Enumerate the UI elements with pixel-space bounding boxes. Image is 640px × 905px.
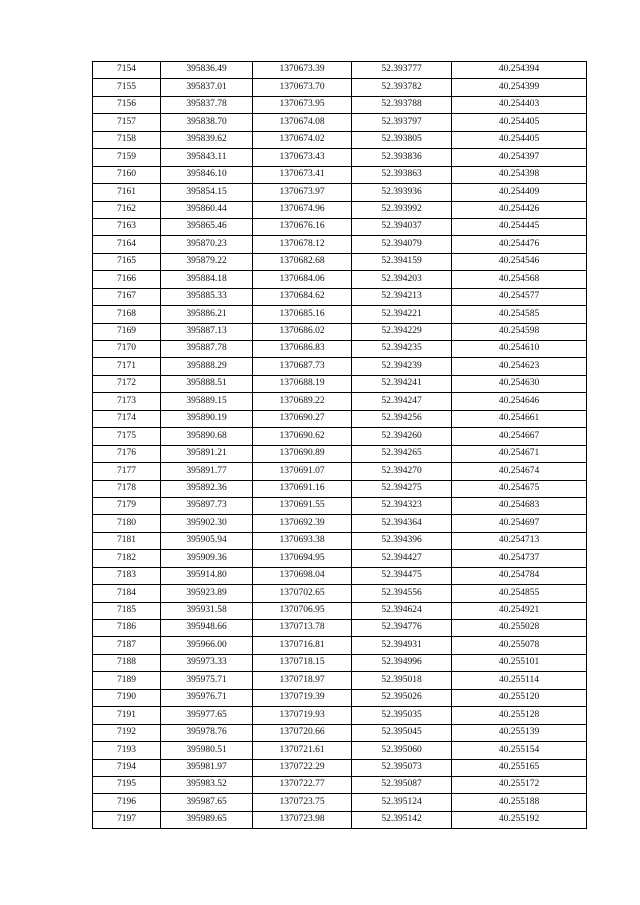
latitude-cell: 52.395045 xyxy=(352,724,452,741)
x-coordinate-cell: 395905.94 xyxy=(161,532,253,549)
longitude-cell: 40.254713 xyxy=(452,532,587,549)
table-row xyxy=(93,114,587,131)
longitude-cell: 40.254585 xyxy=(452,306,587,323)
latitude-cell: 52.394229 xyxy=(352,323,452,340)
longitude-cell: 40.254646 xyxy=(452,393,587,410)
table-row xyxy=(93,306,587,323)
table-row xyxy=(93,776,587,793)
y-coordinate-cell: 1370692.39 xyxy=(253,515,352,532)
y-coordinate-cell: 1370694.95 xyxy=(253,550,352,567)
longitude-cell: 40.255120 xyxy=(452,689,587,706)
longitude-cell: 40.254577 xyxy=(452,288,587,305)
y-coordinate-cell: 1370698.04 xyxy=(253,567,352,584)
table-row xyxy=(93,166,587,183)
x-coordinate-cell: 395843.11 xyxy=(161,149,253,166)
latitude-cell: 52.394270 xyxy=(352,463,452,480)
y-coordinate-cell: 1370674.08 xyxy=(253,114,352,131)
latitude-cell: 52.394221 xyxy=(352,306,452,323)
point-number-cell: 7196 xyxy=(93,794,161,811)
x-coordinate-cell: 395890.68 xyxy=(161,428,253,445)
y-coordinate-cell: 1370716.81 xyxy=(253,637,352,654)
x-coordinate-cell: 395966.00 xyxy=(161,637,253,654)
table-row xyxy=(93,288,587,305)
y-coordinate-cell: 1370674.02 xyxy=(253,131,352,148)
point-number-cell: 7174 xyxy=(93,410,161,427)
point-number-cell: 7193 xyxy=(93,742,161,759)
x-coordinate-cell: 395837.78 xyxy=(161,96,253,113)
longitude-cell: 40.254568 xyxy=(452,271,587,288)
y-coordinate-cell: 1370676.16 xyxy=(253,218,352,235)
table-row xyxy=(93,672,587,689)
table-row xyxy=(93,480,587,497)
point-number-cell: 7163 xyxy=(93,218,161,235)
longitude-cell: 40.254398 xyxy=(452,166,587,183)
table-row xyxy=(93,236,587,253)
table-row xyxy=(93,463,587,480)
latitude-cell: 52.395035 xyxy=(352,707,452,724)
longitude-cell: 40.254598 xyxy=(452,323,587,340)
longitude-cell: 40.254737 xyxy=(452,550,587,567)
point-number-cell: 7186 xyxy=(93,620,161,637)
longitude-cell: 40.254426 xyxy=(452,201,587,218)
longitude-cell: 40.255154 xyxy=(452,742,587,759)
longitude-cell: 40.254394 xyxy=(452,62,587,79)
y-coordinate-cell: 1370673.97 xyxy=(253,184,352,201)
latitude-cell: 52.394239 xyxy=(352,358,452,375)
x-coordinate-cell: 395890.19 xyxy=(161,410,253,427)
longitude-cell: 40.254399 xyxy=(452,79,587,96)
x-coordinate-cell: 395897.73 xyxy=(161,497,253,514)
latitude-cell: 52.394159 xyxy=(352,253,452,270)
y-coordinate-cell: 1370686.83 xyxy=(253,341,352,358)
point-number-cell: 7172 xyxy=(93,375,161,392)
point-number-cell: 7170 xyxy=(93,341,161,358)
x-coordinate-cell: 395885.33 xyxy=(161,288,253,305)
y-coordinate-cell: 1370682.68 xyxy=(253,253,352,270)
x-coordinate-cell: 395973.33 xyxy=(161,654,253,671)
point-number-cell: 7178 xyxy=(93,480,161,497)
y-coordinate-cell: 1370721.61 xyxy=(253,742,352,759)
point-number-cell: 7161 xyxy=(93,184,161,201)
y-coordinate-cell: 1370673.70 xyxy=(253,79,352,96)
latitude-cell: 52.394776 xyxy=(352,620,452,637)
longitude-cell: 40.254397 xyxy=(452,149,587,166)
longitude-cell: 40.254409 xyxy=(452,184,587,201)
latitude-cell: 52.394247 xyxy=(352,393,452,410)
table-row xyxy=(93,602,587,619)
point-number-cell: 7159 xyxy=(93,149,161,166)
longitude-cell: 40.255114 xyxy=(452,672,587,689)
latitude-cell: 52.393805 xyxy=(352,131,452,148)
point-number-cell: 7177 xyxy=(93,463,161,480)
longitude-cell: 40.254610 xyxy=(452,341,587,358)
table-row xyxy=(93,497,587,514)
longitude-cell: 40.255172 xyxy=(452,776,587,793)
x-coordinate-cell: 395931.58 xyxy=(161,602,253,619)
point-number-cell: 7160 xyxy=(93,166,161,183)
latitude-cell: 52.395018 xyxy=(352,672,452,689)
longitude-cell: 40.255028 xyxy=(452,620,587,637)
longitude-cell: 40.255139 xyxy=(452,724,587,741)
y-coordinate-cell: 1370723.75 xyxy=(253,794,352,811)
latitude-cell: 52.394396 xyxy=(352,532,452,549)
longitude-cell: 40.254630 xyxy=(452,375,587,392)
x-coordinate-cell: 395902.30 xyxy=(161,515,253,532)
latitude-cell: 52.393992 xyxy=(352,201,452,218)
latitude-cell: 52.394213 xyxy=(352,288,452,305)
latitude-cell: 52.393797 xyxy=(352,114,452,131)
latitude-cell: 52.394931 xyxy=(352,637,452,654)
latitude-cell: 52.394556 xyxy=(352,585,452,602)
x-coordinate-cell: 395983.52 xyxy=(161,776,253,793)
point-number-cell: 7156 xyxy=(93,96,161,113)
longitude-cell: 40.254784 xyxy=(452,567,587,584)
x-coordinate-cell: 395978.76 xyxy=(161,724,253,741)
x-coordinate-cell: 395846.10 xyxy=(161,166,253,183)
y-coordinate-cell: 1370684.06 xyxy=(253,271,352,288)
point-number-cell: 7173 xyxy=(93,393,161,410)
latitude-cell: 52.394235 xyxy=(352,341,452,358)
table-row xyxy=(93,358,587,375)
latitude-cell: 52.393788 xyxy=(352,96,452,113)
longitude-cell: 40.254445 xyxy=(452,218,587,235)
table-row xyxy=(93,96,587,113)
point-number-cell: 7155 xyxy=(93,79,161,96)
y-coordinate-cell: 1370690.62 xyxy=(253,428,352,445)
x-coordinate-cell: 395889.15 xyxy=(161,393,253,410)
point-number-cell: 7166 xyxy=(93,271,161,288)
x-coordinate-cell: 395887.13 xyxy=(161,323,253,340)
point-number-cell: 7154 xyxy=(93,62,161,79)
latitude-cell: 52.395087 xyxy=(352,776,452,793)
longitude-cell: 40.254405 xyxy=(452,131,587,148)
x-coordinate-cell: 395923.89 xyxy=(161,585,253,602)
latitude-cell: 52.394079 xyxy=(352,236,452,253)
latitude-cell: 52.394241 xyxy=(352,375,452,392)
point-number-cell: 7169 xyxy=(93,323,161,340)
x-coordinate-cell: 395976.71 xyxy=(161,689,253,706)
latitude-cell: 52.393863 xyxy=(352,166,452,183)
latitude-cell: 52.394996 xyxy=(352,654,452,671)
x-coordinate-cell: 395854.15 xyxy=(161,184,253,201)
latitude-cell: 52.395142 xyxy=(352,811,452,828)
table-row xyxy=(93,637,587,654)
x-coordinate-cell: 395981.97 xyxy=(161,759,253,776)
x-coordinate-cell: 395948.66 xyxy=(161,620,253,637)
point-number-cell: 7195 xyxy=(93,776,161,793)
latitude-cell: 52.394427 xyxy=(352,550,452,567)
point-number-cell: 7157 xyxy=(93,114,161,131)
coordinates-table-body xyxy=(93,62,587,829)
longitude-cell: 40.254675 xyxy=(452,480,587,497)
y-coordinate-cell: 1370719.93 xyxy=(253,707,352,724)
latitude-cell: 52.395026 xyxy=(352,689,452,706)
latitude-cell: 52.393836 xyxy=(352,149,452,166)
y-coordinate-cell: 1370723.98 xyxy=(253,811,352,828)
table-row xyxy=(93,707,587,724)
coordinates-table xyxy=(92,61,587,829)
y-coordinate-cell: 1370689.22 xyxy=(253,393,352,410)
point-number-cell: 7187 xyxy=(93,637,161,654)
table-row xyxy=(93,184,587,201)
y-coordinate-cell: 1370706.95 xyxy=(253,602,352,619)
x-coordinate-cell: 395879.22 xyxy=(161,253,253,270)
point-number-cell: 7183 xyxy=(93,567,161,584)
table-row xyxy=(93,410,587,427)
y-coordinate-cell: 1370713.78 xyxy=(253,620,352,637)
point-number-cell: 7180 xyxy=(93,515,161,532)
point-number-cell: 7189 xyxy=(93,672,161,689)
longitude-cell: 40.254623 xyxy=(452,358,587,375)
table-row xyxy=(93,341,587,358)
y-coordinate-cell: 1370673.41 xyxy=(253,166,352,183)
latitude-cell: 52.393777 xyxy=(352,62,452,79)
latitude-cell: 52.394475 xyxy=(352,567,452,584)
table-row xyxy=(93,532,587,549)
x-coordinate-cell: 395987.65 xyxy=(161,794,253,811)
x-coordinate-cell: 395980.51 xyxy=(161,742,253,759)
x-coordinate-cell: 395887.78 xyxy=(161,341,253,358)
x-coordinate-cell: 395914.80 xyxy=(161,567,253,584)
latitude-cell: 52.395124 xyxy=(352,794,452,811)
longitude-cell: 40.254405 xyxy=(452,114,587,131)
x-coordinate-cell: 395836.49 xyxy=(161,62,253,79)
point-number-cell: 7175 xyxy=(93,428,161,445)
y-coordinate-cell: 1370673.39 xyxy=(253,62,352,79)
x-coordinate-cell: 395975.71 xyxy=(161,672,253,689)
table-row xyxy=(93,323,587,340)
x-coordinate-cell: 395865.46 xyxy=(161,218,253,235)
latitude-cell: 52.394265 xyxy=(352,445,452,462)
y-coordinate-cell: 1370702.65 xyxy=(253,585,352,602)
y-coordinate-cell: 1370718.97 xyxy=(253,672,352,689)
longitude-cell: 40.254403 xyxy=(452,96,587,113)
table-row xyxy=(93,393,587,410)
x-coordinate-cell: 395884.18 xyxy=(161,271,253,288)
y-coordinate-cell: 1370688.19 xyxy=(253,375,352,392)
table-row xyxy=(93,253,587,270)
latitude-cell: 52.394624 xyxy=(352,602,452,619)
x-coordinate-cell: 395891.77 xyxy=(161,463,253,480)
point-number-cell: 7188 xyxy=(93,654,161,671)
longitude-cell: 40.254661 xyxy=(452,410,587,427)
table-row xyxy=(93,759,587,776)
table-row xyxy=(93,515,587,532)
table-row xyxy=(93,201,587,218)
y-coordinate-cell: 1370673.43 xyxy=(253,149,352,166)
y-coordinate-cell: 1370690.27 xyxy=(253,410,352,427)
table-row xyxy=(93,271,587,288)
x-coordinate-cell: 395860.44 xyxy=(161,201,253,218)
table-row xyxy=(93,131,587,148)
latitude-cell: 52.394203 xyxy=(352,271,452,288)
latitude-cell: 52.394260 xyxy=(352,428,452,445)
table-row xyxy=(93,689,587,706)
point-number-cell: 7162 xyxy=(93,201,161,218)
latitude-cell: 52.394256 xyxy=(352,410,452,427)
longitude-cell: 40.255188 xyxy=(452,794,587,811)
y-coordinate-cell: 1370720.66 xyxy=(253,724,352,741)
x-coordinate-cell: 395888.51 xyxy=(161,375,253,392)
point-number-cell: 7171 xyxy=(93,358,161,375)
y-coordinate-cell: 1370718.15 xyxy=(253,654,352,671)
longitude-cell: 40.254855 xyxy=(452,585,587,602)
longitude-cell: 40.254667 xyxy=(452,428,587,445)
longitude-cell: 40.255128 xyxy=(452,707,587,724)
point-number-cell: 7194 xyxy=(93,759,161,776)
longitude-cell: 40.254671 xyxy=(452,445,587,462)
latitude-cell: 52.393936 xyxy=(352,184,452,201)
table-row xyxy=(93,620,587,637)
y-coordinate-cell: 1370691.55 xyxy=(253,497,352,514)
latitude-cell: 52.395060 xyxy=(352,742,452,759)
y-coordinate-cell: 1370719.39 xyxy=(253,689,352,706)
latitude-cell: 52.394364 xyxy=(352,515,452,532)
longitude-cell: 40.255078 xyxy=(452,637,587,654)
point-number-cell: 7182 xyxy=(93,550,161,567)
longitude-cell: 40.255165 xyxy=(452,759,587,776)
y-coordinate-cell: 1370685.16 xyxy=(253,306,352,323)
x-coordinate-cell: 395892.36 xyxy=(161,480,253,497)
point-number-cell: 7190 xyxy=(93,689,161,706)
y-coordinate-cell: 1370722.29 xyxy=(253,759,352,776)
x-coordinate-cell: 395886.21 xyxy=(161,306,253,323)
y-coordinate-cell: 1370722.77 xyxy=(253,776,352,793)
table-row xyxy=(93,742,587,759)
y-coordinate-cell: 1370687.73 xyxy=(253,358,352,375)
y-coordinate-cell: 1370691.16 xyxy=(253,480,352,497)
table-row xyxy=(93,550,587,567)
point-number-cell: 7197 xyxy=(93,811,161,828)
table-row xyxy=(93,375,587,392)
point-number-cell: 7181 xyxy=(93,532,161,549)
x-coordinate-cell: 395977.65 xyxy=(161,707,253,724)
table-row xyxy=(93,794,587,811)
point-number-cell: 7184 xyxy=(93,585,161,602)
point-number-cell: 7168 xyxy=(93,306,161,323)
longitude-cell: 40.254697 xyxy=(452,515,587,532)
table-row xyxy=(93,724,587,741)
longitude-cell: 40.254476 xyxy=(452,236,587,253)
latitude-cell: 52.394275 xyxy=(352,480,452,497)
point-number-cell: 7185 xyxy=(93,602,161,619)
longitude-cell: 40.254683 xyxy=(452,497,587,514)
point-number-cell: 7158 xyxy=(93,131,161,148)
longitude-cell: 40.254674 xyxy=(452,463,587,480)
point-number-cell: 7167 xyxy=(93,288,161,305)
x-coordinate-cell: 395888.29 xyxy=(161,358,253,375)
x-coordinate-cell: 395891.21 xyxy=(161,445,253,462)
table-row xyxy=(93,654,587,671)
y-coordinate-cell: 1370678.12 xyxy=(253,236,352,253)
point-number-cell: 7191 xyxy=(93,707,161,724)
longitude-cell: 40.254546 xyxy=(452,253,587,270)
table-row xyxy=(93,567,587,584)
x-coordinate-cell: 395838.70 xyxy=(161,114,253,131)
x-coordinate-cell: 395909.36 xyxy=(161,550,253,567)
y-coordinate-cell: 1370693.38 xyxy=(253,532,352,549)
y-coordinate-cell: 1370686.02 xyxy=(253,323,352,340)
latitude-cell: 52.394323 xyxy=(352,497,452,514)
table-row xyxy=(93,811,587,828)
table-row xyxy=(93,79,587,96)
table-row xyxy=(93,149,587,166)
longitude-cell: 40.255101 xyxy=(452,654,587,671)
point-number-cell: 7176 xyxy=(93,445,161,462)
x-coordinate-cell: 395839.62 xyxy=(161,131,253,148)
latitude-cell: 52.395073 xyxy=(352,759,452,776)
y-coordinate-cell: 1370674.96 xyxy=(253,201,352,218)
table-row xyxy=(93,585,587,602)
table-row xyxy=(93,218,587,235)
longitude-cell: 40.255192 xyxy=(452,811,587,828)
latitude-cell: 52.393782 xyxy=(352,79,452,96)
y-coordinate-cell: 1370684.62 xyxy=(253,288,352,305)
table-row xyxy=(93,62,587,79)
x-coordinate-cell: 395870.23 xyxy=(161,236,253,253)
y-coordinate-cell: 1370691.07 xyxy=(253,463,352,480)
point-number-cell: 7165 xyxy=(93,253,161,270)
point-number-cell: 7192 xyxy=(93,724,161,741)
point-number-cell: 7164 xyxy=(93,236,161,253)
latitude-cell: 52.394037 xyxy=(352,218,452,235)
table-row xyxy=(93,445,587,462)
table-row xyxy=(93,428,587,445)
longitude-cell: 40.254921 xyxy=(452,602,587,619)
y-coordinate-cell: 1370690.89 xyxy=(253,445,352,462)
y-coordinate-cell: 1370673.95 xyxy=(253,96,352,113)
x-coordinate-cell: 395837.01 xyxy=(161,79,253,96)
x-coordinate-cell: 395989.65 xyxy=(161,811,253,828)
point-number-cell: 7179 xyxy=(93,497,161,514)
